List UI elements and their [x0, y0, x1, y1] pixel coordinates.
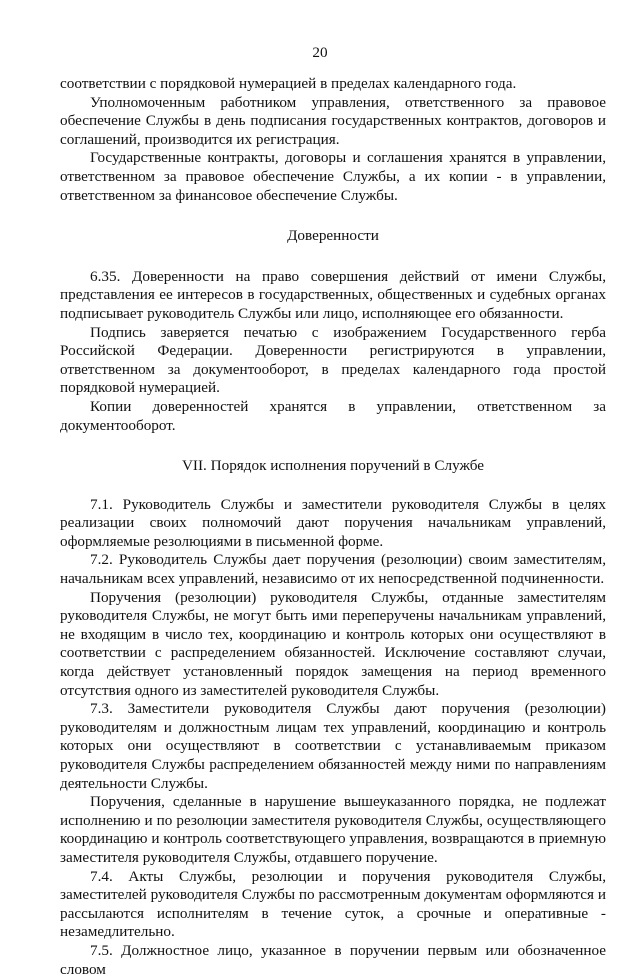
paragraph: Поручения (резолюции) руководителя Службы, отданные заместителям руководителя Службы, не могут быть ими переперучены начальникам управлений, не входящим в число тех, координацию и контроль которых они осуществляют в соответствии с распределением обязанностей. Исключение составляют случаи, когда действует установленный порядок замещения на период временного отсутствия одного из заместителей руководителя Службы.: [60, 588, 606, 699]
paragraph: Поручения, сделанные в нарушение вышеуказанного порядка, не подлежат исполнению и по резолюции заместителя руководителя Службы, осуществляющего координацию и контроль соответствующего управления, возвращаются в приемную заместителя руководителя Службы, отдавшего поручение.: [60, 793, 606, 866]
paragraph: 6.35. Доверенности на право совершения действий от имени Службы, представления ее интересов в государственных, общественных и судебных органах подписывает руководитель Службы или лицо, исполняющее его обязанности.: [60, 267, 606, 322]
paragraph: 7.4. Акты Службы, резолюции и поручения руководителя Службы, заместителей руководителя Службы по рассмотренным документам оформляются и рассылаются исполнителям в течение суток, а срочные и оперативные - незамедлительно.: [60, 867, 606, 941]
paragraph: соответствии с порядковой нумерацией в пределах календарного года.: [60, 75, 517, 92]
paragraph: Подпись заверяется печатью с изображением Государственного герба Российской Федерации. Доверенности регистрируются в управлении, ответственном за документооборот, в пределах календарного года простой порядковой нумерацией.: [60, 323, 606, 397]
paragraph: Уполномоченным работником управления, ответственного за правовое обеспечение Службы в день подписания государственных контрактов, договоров и соглашений, производится их регистрация.: [60, 93, 606, 148]
paragraph: Копии доверенностей хранятся в управлении, ответственном за документооборот.: [60, 397, 606, 434]
paragraph: Государственные контракты, договоры и соглашения хранятся в управлении, ответственном за правовое обеспечение Службы, а их копии - в управлении, ответственном за финансовое обеспечение Службы.: [60, 149, 606, 204]
document-body: [60, 75, 606, 979]
section-heading-powers-of-attorney: Доверенности: [287, 227, 379, 245]
page-number: 20: [312, 44, 328, 61]
section-heading-vii: VII. Порядок исполнения поручений в Службе: [181, 457, 485, 475]
paragraph: 7.3. Заместители руководителя Службы дают поручения (резолюции) руководителям и должностным лицам тех управлений, координацию и контроль которых они осуществляют в соответствии с устанавливаемым приказом руководителя Службы распределением обязанностей между ними по направлениям деятельности Службы.: [60, 700, 606, 792]
paragraph: 7.2. Руководитель Службы дает поручения (резолюции) своим заместителям, начальникам всех управлений, независимо от их непосредственной подчиненности.: [60, 551, 606, 588]
paragraph: 7.5. Должностное лицо, указанное в поручении первым или обозначенное словом: [60, 941, 606, 978]
paragraph: 7.1. Руководитель Службы и заместители руководителя Службы в целях реализации своих полномочий дают поручения начальникам управлений, оформляемые резолюциями в письменной форме.: [60, 495, 606, 550]
